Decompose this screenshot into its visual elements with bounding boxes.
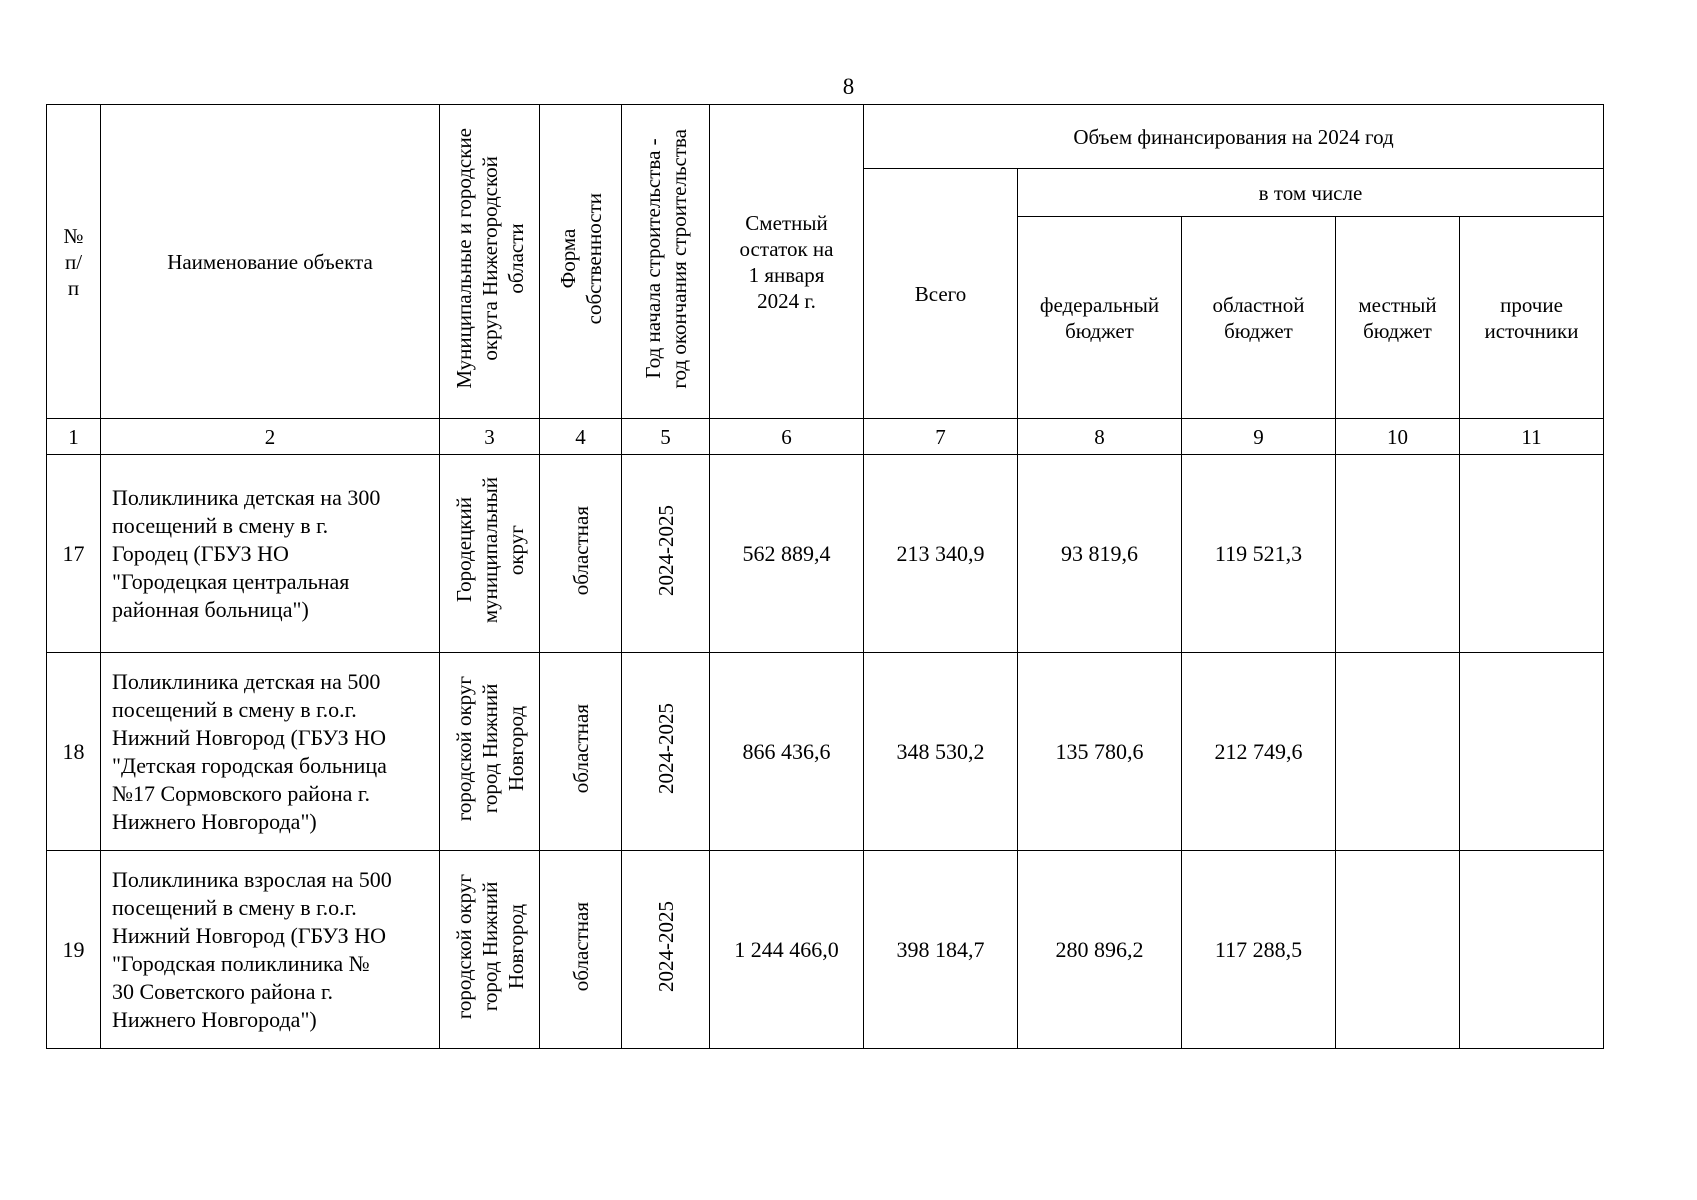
column-index: 6 — [710, 419, 864, 455]
local-budget — [1336, 455, 1460, 653]
header-total: Всего — [864, 169, 1018, 419]
column-index: 7 — [864, 419, 1018, 455]
header-local: местный бюджет — [1336, 217, 1460, 419]
row-number: 18 — [47, 653, 101, 851]
page-number: 8 — [842, 74, 855, 99]
other-sources — [1460, 851, 1604, 1049]
table-row — [47, 653, 1604, 851]
funding-total: 398 184,7 — [864, 851, 1018, 1049]
funding-total: 213 340,9 — [864, 455, 1018, 653]
funding-total: 348 530,2 — [864, 653, 1018, 851]
table-row — [47, 455, 1604, 653]
construction-years: 2024-2025 — [622, 455, 710, 653]
header-funding-group: Объем финансирования на 2024 год — [864, 105, 1604, 169]
municipal-district: городской округ город Нижний Новгород — [440, 653, 540, 851]
estimate-balance: 562 889,4 — [710, 455, 864, 653]
header-ownership: Форма собственности — [540, 105, 622, 419]
column-index: 3 — [440, 419, 540, 455]
table-row — [47, 851, 1604, 1049]
column-index: 8 — [1018, 419, 1182, 455]
header-years: Год начала строительства - год окончания строительства — [622, 105, 710, 419]
regional-budget: 212 749,6 — [1182, 653, 1336, 851]
column-index: 4 — [540, 419, 622, 455]
municipal-district: Городецкий муниципальный округ — [440, 455, 540, 653]
municipal-district: городской округ город Нижний Новгород — [440, 851, 540, 1049]
header-including: в том числе — [1018, 169, 1604, 217]
ownership-form: областная — [540, 653, 622, 851]
federal-budget: 135 780,6 — [1018, 653, 1182, 851]
estimate-balance: 866 436,6 — [710, 653, 864, 851]
column-index: 10 — [1336, 419, 1460, 455]
column-index: 2 — [101, 419, 440, 455]
estimate-balance: 1 244 466,0 — [710, 851, 864, 1049]
header-other: прочие источники — [1460, 217, 1604, 419]
header-estimate: Сметный остаток на 1 января 2024 г. — [710, 105, 864, 419]
other-sources — [1460, 455, 1604, 653]
construction-years: 2024-2025 — [622, 851, 710, 1049]
ownership-form: областная — [540, 455, 622, 653]
column-index: 5 — [622, 419, 710, 455]
header-number: № п/ п — [47, 105, 101, 419]
header-regional: областной бюджет — [1182, 217, 1336, 419]
column-index-row — [47, 419, 1604, 455]
regional-budget: 119 521,3 — [1182, 455, 1336, 653]
header-federal: федеральный бюджет — [1018, 217, 1182, 419]
federal-budget: 93 819,6 — [1018, 455, 1182, 653]
ownership-form: областная — [540, 851, 622, 1049]
object-name: Поликлиника детская на 500 посещений в смену в г.о.г. Нижний Новгород (ГБУЗ НО "Детская городская больница №17 Сормовского района г. Нижнего Новгорода") — [101, 653, 440, 851]
header-object-name: Наименование объекта — [101, 105, 440, 419]
column-index: 11 — [1460, 419, 1604, 455]
column-index: 9 — [1182, 419, 1336, 455]
construction-years: 2024-2025 — [622, 653, 710, 851]
other-sources — [1460, 653, 1604, 851]
header-municipal: Муниципальные и городские округа Нижегородской области — [440, 105, 540, 419]
financing-table — [46, 104, 1604, 1049]
object-name: Поликлиника детская на 300 посещений в смену в г. Городец (ГБУЗ НО "Городецкая центральная районная больница") — [101, 455, 440, 653]
object-name: Поликлиника взрослая на 500 посещений в смену в г.о.г. Нижний Новгород (ГБУЗ НО "Городская поликлиника № 30 Советского района г. Нижнего Новгорода") — [101, 851, 440, 1049]
row-number: 17 — [47, 455, 101, 653]
regional-budget: 117 288,5 — [1182, 851, 1336, 1049]
local-budget — [1336, 851, 1460, 1049]
local-budget — [1336, 653, 1460, 851]
column-index: 1 — [47, 419, 101, 455]
federal-budget: 280 896,2 — [1018, 851, 1182, 1049]
row-number: 19 — [47, 851, 101, 1049]
